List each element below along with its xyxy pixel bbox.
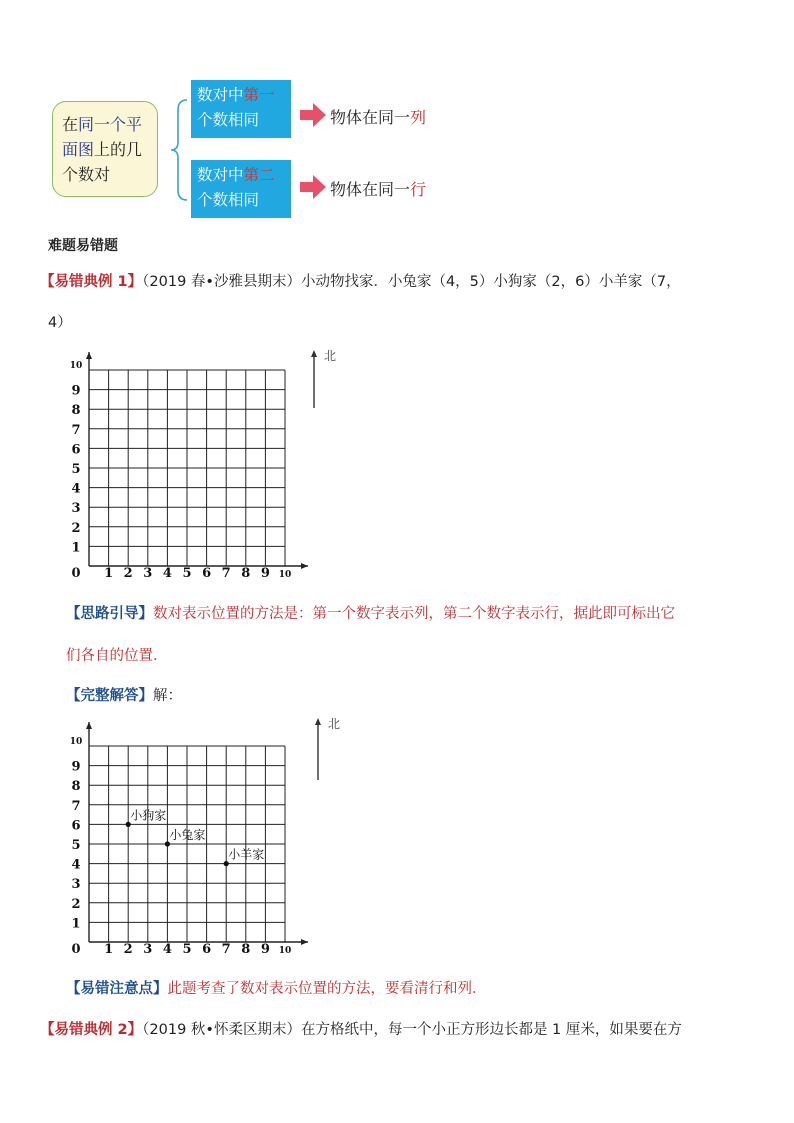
north-arrow-icon bbox=[315, 718, 321, 725]
y-tick-label: 8 bbox=[71, 403, 81, 419]
x-axis-arrow bbox=[301, 939, 308, 945]
concept-text: 在 bbox=[62, 115, 79, 134]
note-line bbox=[66, 977, 487, 998]
x-tick-label: 6 bbox=[202, 942, 212, 957]
y-tick-label: 10 bbox=[69, 361, 83, 371]
x-tick-label: 4 bbox=[162, 566, 172, 581]
y-tick-label: 6 bbox=[71, 818, 81, 834]
north-arrow-icon bbox=[311, 350, 317, 357]
y-tick-label: 1 bbox=[71, 916, 81, 932]
condition-text: 个数相同 bbox=[197, 191, 260, 209]
y-tick-label: 7 bbox=[71, 798, 81, 814]
data-point bbox=[224, 861, 229, 866]
condition-box-first bbox=[191, 80, 291, 138]
y-axis-arrow bbox=[86, 352, 92, 359]
condition-box-second bbox=[191, 160, 291, 218]
y-tick-label: 8 bbox=[71, 779, 81, 795]
condition-text: 数对中 bbox=[197, 166, 244, 184]
y-tick-label: 9 bbox=[71, 759, 81, 775]
x-axis-arrow bbox=[301, 563, 308, 569]
condition-highlight: 第二 bbox=[243, 166, 275, 184]
bracket-icon bbox=[170, 98, 188, 202]
result-text: 物体在同一 bbox=[330, 180, 411, 199]
x-tick-label: 8 bbox=[241, 566, 251, 581]
answer-line bbox=[66, 684, 182, 705]
condition-text: 个数相同 bbox=[197, 111, 260, 129]
y-tick-label: 5 bbox=[71, 838, 81, 853]
condition-text: 数对中 bbox=[197, 86, 244, 104]
x-tick-label: 1 bbox=[104, 942, 114, 957]
section-title: 难题易错题 bbox=[48, 238, 118, 254]
result-text: 物体在同一 bbox=[330, 108, 411, 127]
x-tick-label: 8 bbox=[241, 942, 251, 957]
y-tick-label: 3 bbox=[71, 877, 81, 893]
answer-text: 解： bbox=[153, 688, 182, 704]
x-tick-label: 2 bbox=[123, 942, 133, 957]
north-label: 北 bbox=[324, 349, 337, 363]
hint-tag: 【思路引导】 bbox=[66, 606, 153, 622]
result-highlight: 行 bbox=[410, 180, 427, 199]
result-row bbox=[330, 177, 426, 200]
arrow-right-icon bbox=[300, 103, 326, 127]
y-axis-arrow bbox=[86, 722, 92, 729]
x-tick-label: 1 bbox=[104, 566, 114, 581]
x-tick-label: 2 bbox=[123, 566, 133, 581]
x-tick-label: 9 bbox=[260, 566, 270, 581]
data-point bbox=[165, 841, 170, 846]
y-tick-label: 10 bbox=[69, 737, 83, 747]
y-tick-label: 4 bbox=[71, 857, 81, 873]
data-point bbox=[126, 822, 131, 827]
y-tick-label: 4 bbox=[71, 481, 81, 497]
hint-line-1 bbox=[66, 602, 675, 623]
arrow-right-icon bbox=[300, 175, 326, 199]
hint-text: 数对表示位置的方法是：第一个数字表示列，第二个数字表示行，据此即可标出它 bbox=[153, 606, 675, 622]
x-tick-label: 3 bbox=[143, 566, 153, 581]
note-tag: 【易错注意点】 bbox=[66, 981, 168, 997]
example-1-line-1 bbox=[40, 270, 681, 291]
north-label: 北 bbox=[328, 717, 341, 731]
example-2-tag: 【易错典例 2】 bbox=[40, 1022, 143, 1038]
x-tick-label: 10 bbox=[278, 946, 292, 956]
concept-text: 个数对 bbox=[62, 165, 111, 184]
x-tick-label: 6 bbox=[202, 566, 212, 581]
y-tick-label: 3 bbox=[71, 501, 81, 517]
y-tick-label: 9 bbox=[71, 383, 81, 399]
x-tick-label: 7 bbox=[221, 566, 231, 581]
x-tick-label: 9 bbox=[260, 942, 270, 957]
y-tick-label: 2 bbox=[71, 896, 81, 912]
data-point-label: 小兔家 bbox=[169, 828, 206, 842]
concept-text-highlight: 面图 bbox=[62, 140, 95, 159]
coordinate-grid-answer bbox=[55, 710, 355, 960]
concept-box bbox=[52, 101, 158, 197]
example-2-line bbox=[40, 1018, 682, 1039]
answer-tag: 【完整解答】 bbox=[66, 688, 153, 704]
data-point-label: 小羊家 bbox=[228, 847, 265, 862]
x-tick-label: 4 bbox=[162, 942, 172, 957]
note-text: 此题考查了数对表示位置的方法，要看清行和列． bbox=[167, 981, 487, 997]
data-point-label: 小狗家 bbox=[130, 808, 167, 823]
example-2-text: （2019 秋•怀柔区期末）在方格纸中，每一个小正方形边长都是 1 厘米，如果要在方 bbox=[142, 1022, 682, 1038]
x-tick-label: 5 bbox=[182, 566, 192, 581]
concept-text: 上的几 bbox=[94, 140, 143, 159]
y-tick-label: 1 bbox=[71, 540, 81, 556]
y-tick-label: 0 bbox=[71, 566, 81, 581]
result-column bbox=[330, 105, 426, 128]
concept-text-highlight: 同一个平 bbox=[78, 115, 143, 134]
y-tick-label: 0 bbox=[71, 942, 81, 957]
condition-highlight: 第一 bbox=[243, 86, 275, 104]
coordinate-grid-question bbox=[55, 340, 355, 585]
x-tick-label: 3 bbox=[143, 942, 153, 957]
example-1-text: （2019 春•沙雅县期末）小动物找家．小兔家（4，5）小狗家（2，6）小羊家（7， bbox=[142, 274, 681, 290]
y-tick-label: 5 bbox=[71, 462, 81, 477]
example-1-line-2: 4） bbox=[48, 315, 72, 331]
example-1-tag: 【易错典例 1】 bbox=[40, 274, 143, 290]
y-tick-label: 2 bbox=[71, 520, 81, 536]
y-tick-label: 6 bbox=[71, 442, 81, 458]
x-tick-label: 5 bbox=[182, 942, 192, 957]
x-tick-label: 7 bbox=[221, 942, 231, 957]
hint-line-2: 们各自的位置． bbox=[66, 648, 168, 664]
y-tick-label: 7 bbox=[71, 422, 81, 438]
result-highlight: 列 bbox=[410, 108, 427, 127]
x-tick-label: 10 bbox=[278, 570, 292, 580]
